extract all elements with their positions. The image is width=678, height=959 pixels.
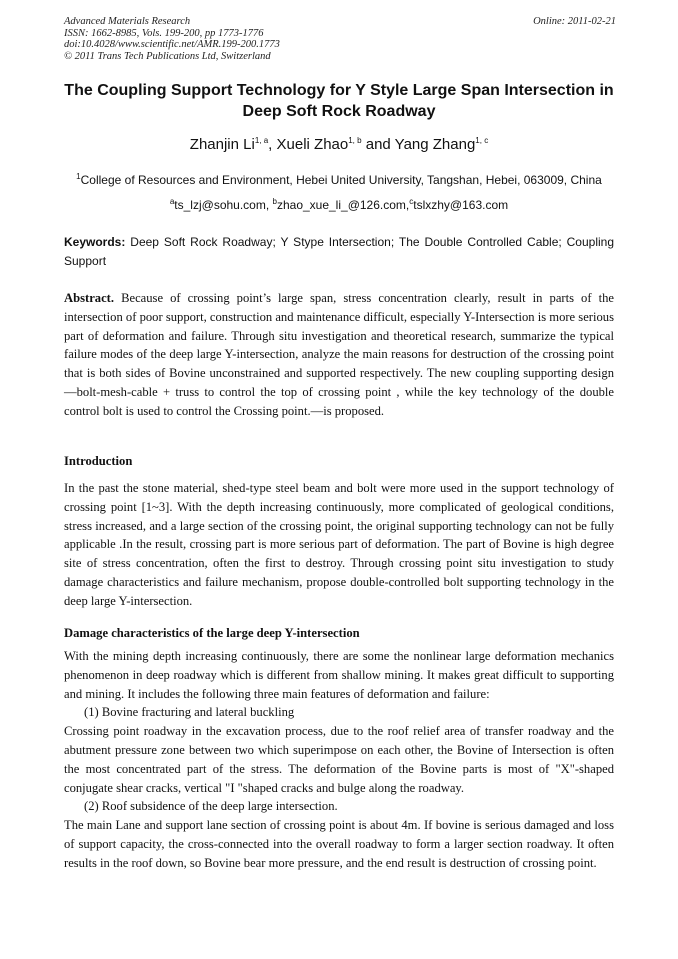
online-date: Online: 2011-02-21 [533, 16, 616, 27]
author-separator: , [268, 136, 277, 153]
damage-list-item-2: (2) Roof subsidence of the deep large intersection. [84, 799, 338, 814]
email-address: zhao_xue_li_@126.com [276, 198, 406, 212]
author-name: Xueli Zhao [276, 136, 349, 153]
affiliation-superscript: 1 [76, 172, 81, 181]
damage-list-item-1: (1) Bovine fracturing and lateral buckling [84, 705, 295, 720]
abstract-text: Because of crossing point’s large span, stress concentration clearly, result in parts of the intersection of poor support, construction and maintenance difficult, especially Y-Intersection is more serious part of deformation and failure. Through situ investigation and theoretical research, summarize the typical failure modes of the deep large Y-intersection, analyze the main reasons for destruction of the crossing point that is both sides of Bovine unconstrained and supported respectively. The new coupling supporting design—bolt-mesh-cable + truss to control the top of crossing point , while the key technology of the double control bolt is used to control the Crossing point.—is proposed. [64, 291, 614, 418]
issn-line: ISSN: 1662-8985, Vols. 199-200, pp 1773-1776 [64, 27, 264, 39]
email-separator: , [405, 198, 410, 212]
author-name: Zhanjin Li [189, 136, 255, 153]
journal-header [64, 16, 616, 62]
email-superscript: a [169, 197, 175, 206]
affiliation-text: College of Resources and Environment, Hebei United University, Tangshan, Hebei, 063009, China [80, 173, 602, 187]
author-separator: and [361, 136, 395, 153]
keywords [64, 233, 614, 271]
introduction-paragraph: In the past the stone material, shed-type steel beam and bolt were more used in the support technology of crossing point [1~3]. With the depth increasing continuously, more complicated of geological conditions, stress increased, and a large section of the crossing point, the original supporting technology can not be fully applicable .In the result, crossing part is more serious part of deformation. The part of Bovine is high degree site of stress concentration, often the first to destroy. Through crossing point situ investigation to study damage characteristics and failure mechanism, propose double-controlled bolt supporting technology in the deep large Y-intersection. [64, 481, 614, 608]
keywords-text: Deep Soft Rock Roadway; Y Stype Intersection; The Double Controlled Cable; Coupling Support [64, 235, 614, 268]
email-superscript: c [409, 197, 414, 206]
email-address: ts_lzj@sohu.com [174, 198, 266, 212]
damage-paragraph-2: Crossing point roadway in the excavation process, due to the roof relief area of transfer roadway and the abutment pressure zone between two which superimpose on each other, the Bovine of Intersection is often the most concentrated part of the stress. The deformation of the Bovine parts is most of "X"-shaped conjugate shear cracks, vertical "I "shaped cracks and bulge along the roadway. [64, 724, 614, 795]
author-superscript: 1, a [254, 136, 269, 145]
author-superscript: 1, c [475, 136, 489, 145]
doi-line: doi:10.4028/www.scientific.net/AMR.199-200.1773 [64, 39, 280, 50]
damage-heading: Damage characteristics of the large deep Y-intersection [64, 626, 360, 640]
email-address: tslxzhy@163.com [413, 198, 509, 212]
author-name: Yang Zhang [394, 136, 476, 153]
author-superscript: 1, b [348, 136, 362, 145]
email-superscript: b [272, 197, 277, 206]
author-list [50, 135, 628, 155]
abstract-label: Abstract. [64, 291, 115, 305]
copyright-line: © 2011 Trans Tech Publications Ltd, Switzerland [64, 50, 271, 62]
introduction-heading: Introduction [64, 454, 133, 468]
damage-paragraph-3: The main Lane and support lane section of crossing point is about 4m. If bovine is serious damaged and loss of support capacity, the cross-connected into the overall roadway to form a larger section roadway. It often results in the roof down, so Bovine bear more pressure, and the end result is destruction of crossing point. [64, 818, 614, 870]
journal-name: Advanced Materials Research [64, 16, 191, 27]
damage-paragraph-1: With the mining depth increasing continuously, there are some the nonlinear large deformation mechanics phenomenon in deep roadway which is different from shallow mining. It makes great difficult to supporting and mining. It includes the following three main features of deformation and failure: [64, 649, 614, 701]
affiliation [40, 172, 638, 188]
email-separator: , [265, 198, 273, 212]
keywords-label: Keywords: [64, 235, 126, 249]
paper-title: The Coupling Support Technology for Y Style Large Span Intersection in Deep Soft Rock Roadway [64, 82, 614, 120]
email-list [40, 197, 638, 213]
introduction-section [64, 479, 614, 611]
damage-section [64, 647, 614, 873]
abstract [64, 289, 614, 421]
